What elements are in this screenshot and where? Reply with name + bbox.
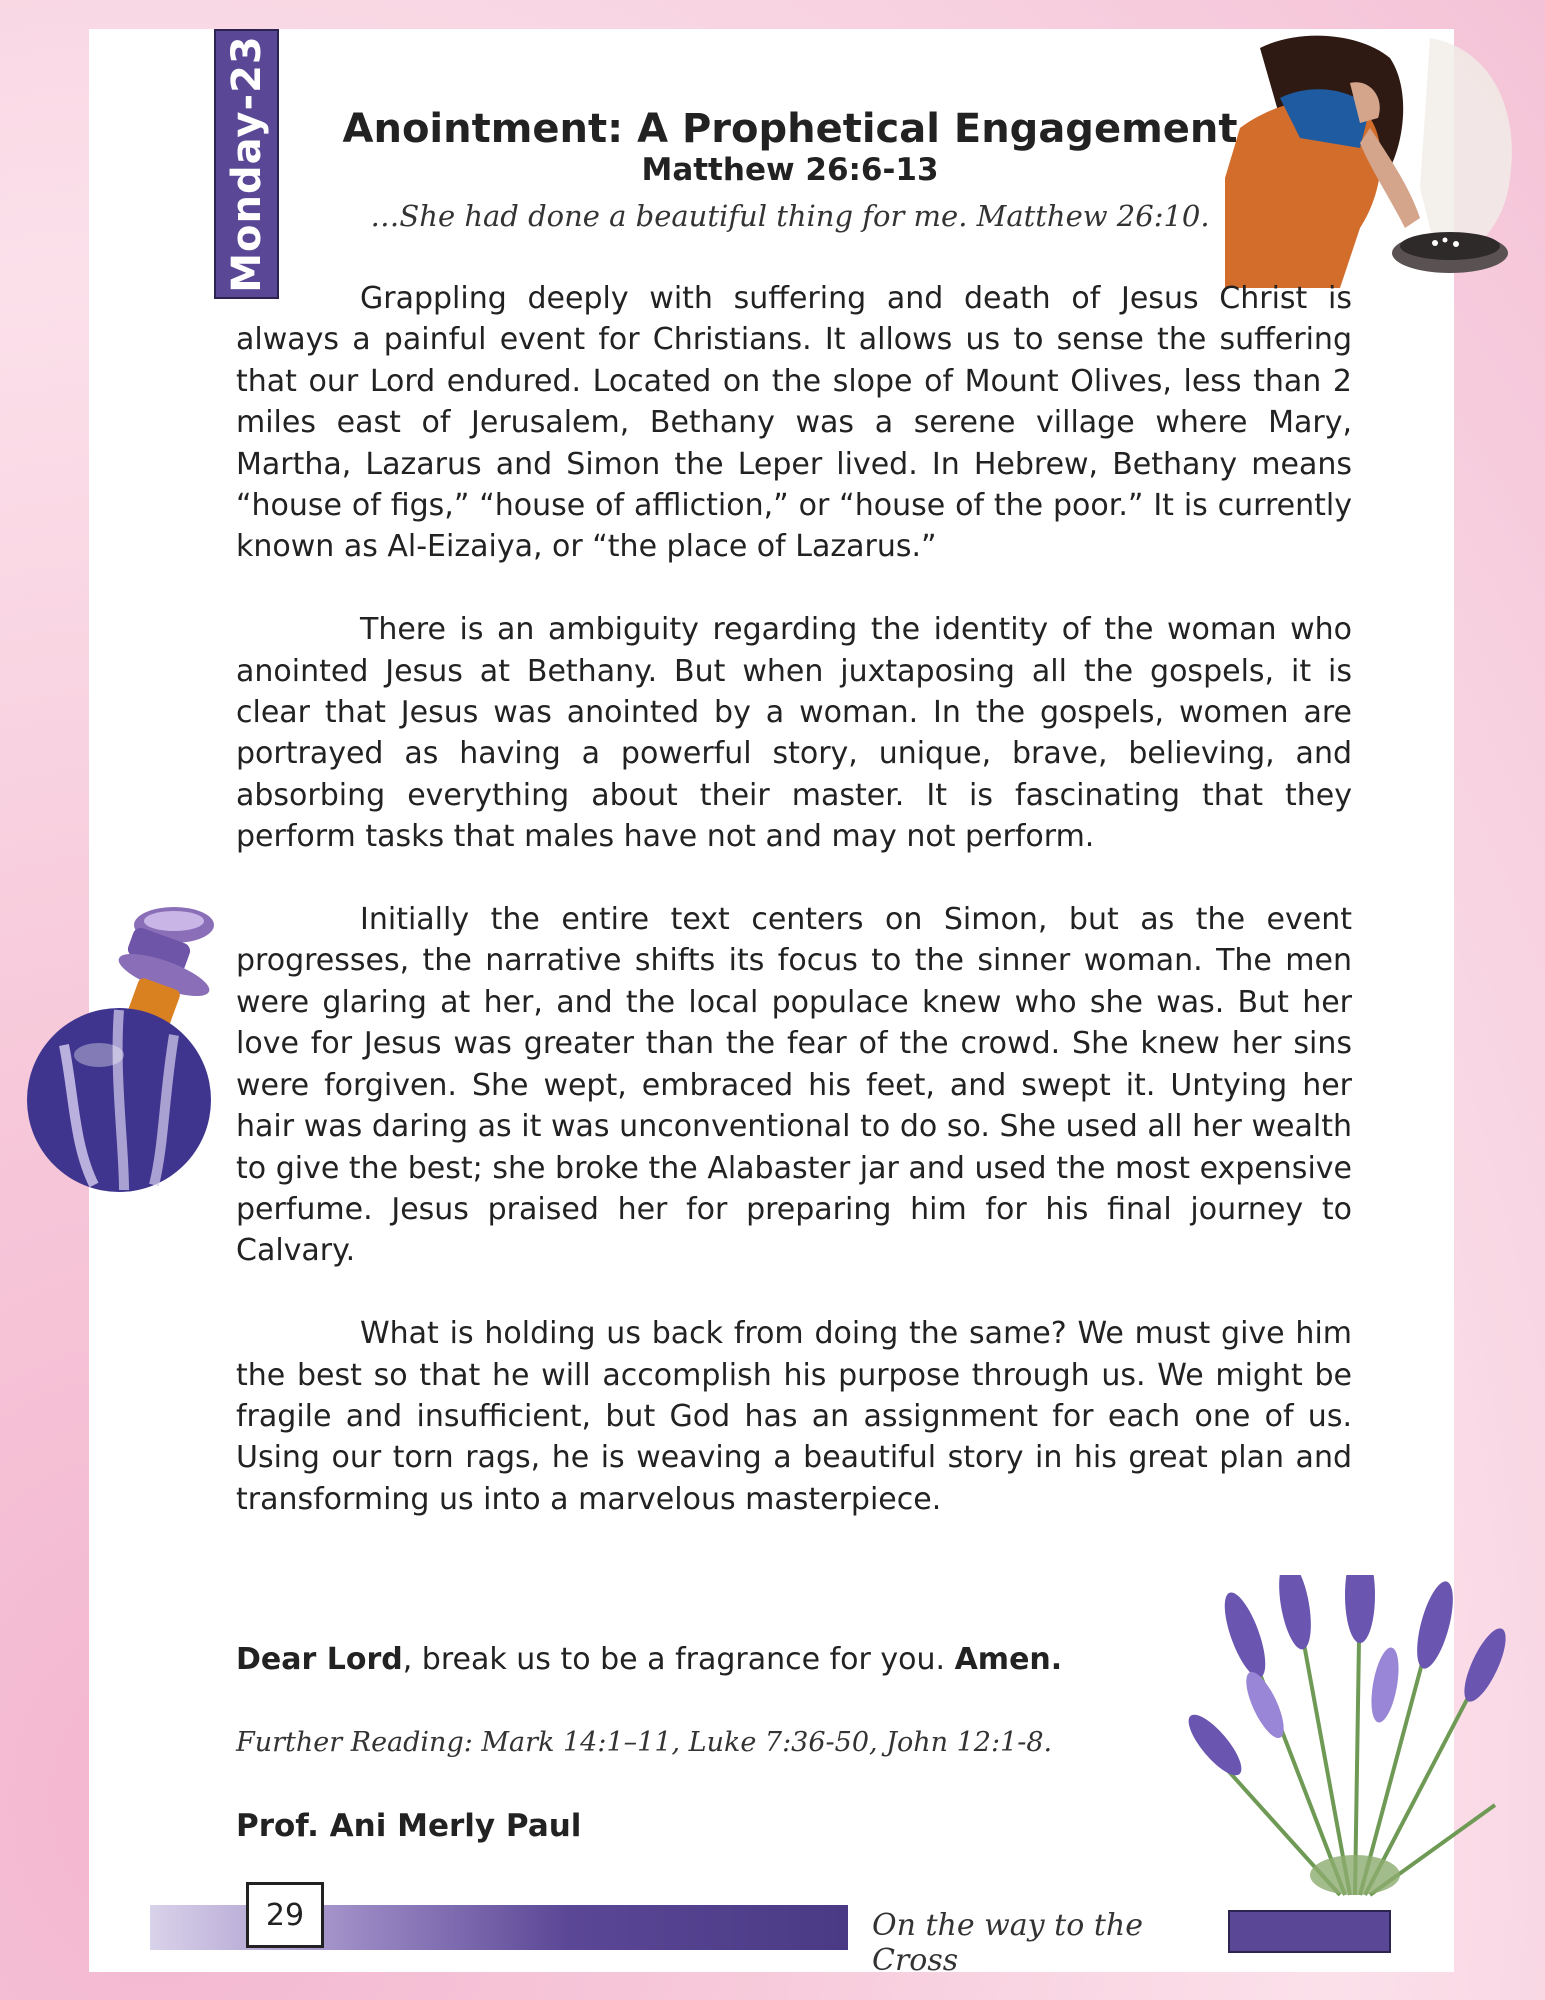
page-number: 29 — [246, 1882, 324, 1948]
prayer-close: Amen. — [954, 1642, 1063, 1677]
closing-prayer — [236, 1642, 1236, 1677]
day-tab-label: Monday-23 — [223, 35, 270, 293]
key-verse: …She had done a beautiful thing for me. Matthew 26:10. — [370, 199, 1210, 233]
paragraph: Initially the entire text centers on Simon, but as the event progresses, the narrative shifts its focus to the sinner woman. The men were glaring at her, and the local populace knew who she was. But her love for Jesus was greater than the fear of the crowd. She knew her sins were forgiven. She wept, embraced his feet, and swept it. Untying her hair was daring as it was unconventional to do so. She used all her wealth to give the best; she broke the Alabaster jar and used the most expensive perfume. Jesus praised her for preparing him for his final journey to Calvary. — [236, 902, 1352, 1269]
footer-accent-box — [1228, 1910, 1391, 1953]
scripture-reference: Matthew 26:6-13 — [641, 152, 939, 188]
further-reading: Further Reading: Mark 14:1–11, Luke 7:36-50, John 12:1-8. — [236, 1727, 1053, 1758]
lavender-bouquet-illustration — [1185, 1575, 1515, 1910]
prayer-lead: Dear Lord — [236, 1642, 403, 1677]
paragraph: Grappling deeply with suffering and death of Jesus Christ is always a painful event for Christians. It allows us to sense the suffering that our Lord endured. Located on the slope of Mount Olives, less than 2 miles east of Jerusalem, Bethany was a serene village where Mary, Martha, Lazarus and Simon the Leper lived. In Hebrew, Bethany means “house of figs,” “house of affliction,” or “house of the poor.” It is currently known as Al-Eizaiya, or “the place of Lazarus.” — [236, 281, 1352, 565]
day-tab — [214, 29, 279, 299]
paragraph: What is holding us back from doing the same? We must give him the best so that he will accomplish his purpose through us. We might be fragile and insufficient, but God has an assignment for each one of us. Using our torn rags, he is weaving a beautiful story in his great plan and transforming us into a marvelous masterpiece. — [236, 1316, 1352, 1517]
paragraph: There is an ambiguity regarding the identity of the woman who anointed Jesus at Bethany. But when juxtaposing all the gospels, it is clear that Jesus was anointed by a woman. In the gospels, women are portrayed as having a powerful story, unique, brave, believing, and absorbing everything about their master. It is fascinating that they perform tasks that males have not and may not perform. — [236, 612, 1352, 855]
devotional-body — [236, 278, 1352, 1562]
footer-caption: On the way to the Cross — [872, 1908, 1143, 1978]
page-title: Anointment: A Prophetical Engagement — [342, 106, 1238, 152]
prayer-text: , break us to be a fragrance for you. — [402, 1642, 955, 1677]
author-name: Prof. Ani Merly Paul — [236, 1808, 582, 1844]
perfume-bottle-illustration — [14, 895, 239, 1195]
